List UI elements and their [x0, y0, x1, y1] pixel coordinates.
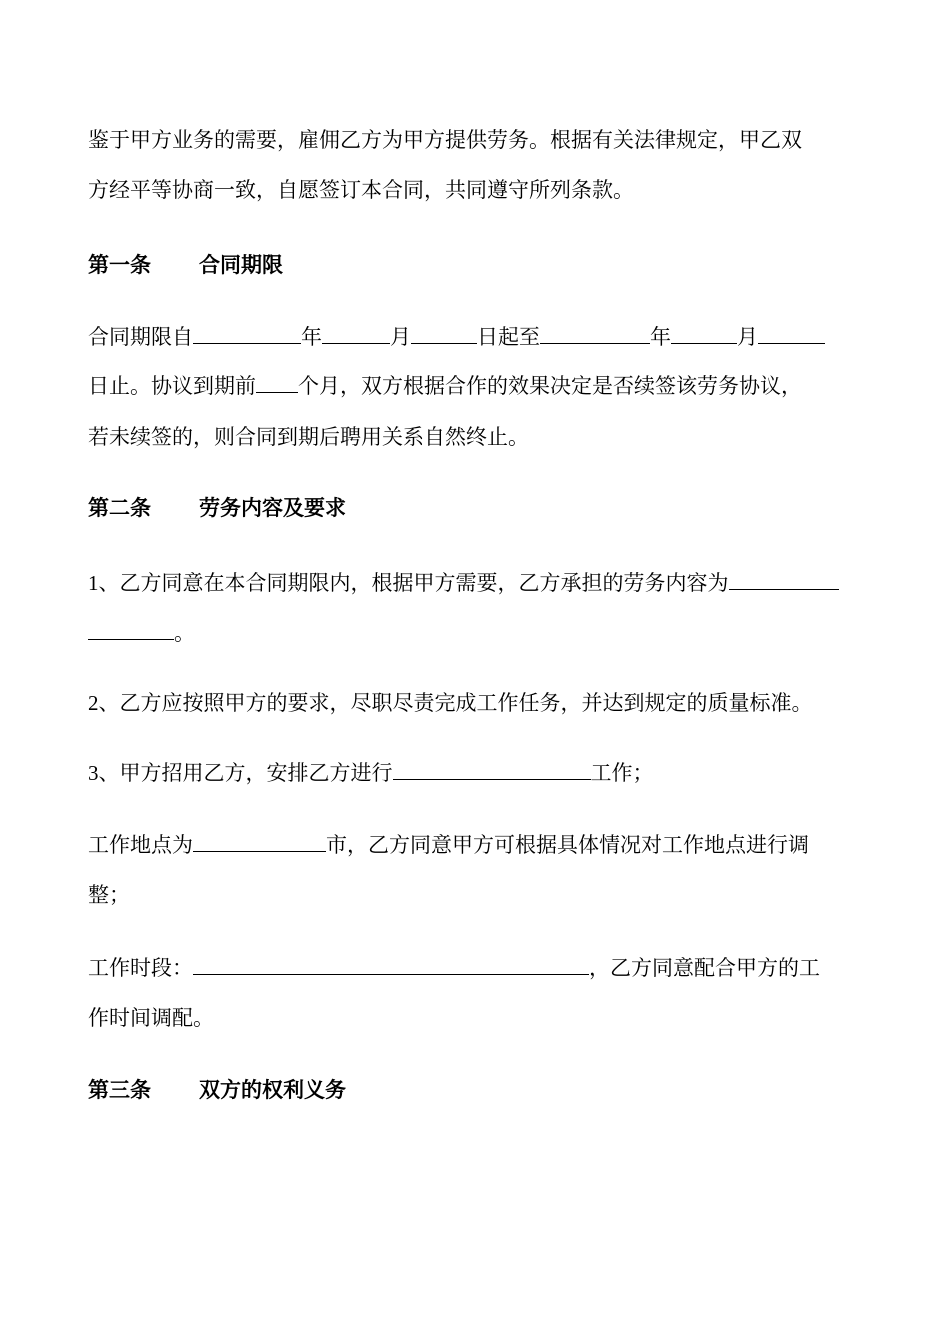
- text: 3、甲方招用乙方，安排乙方进行: [88, 761, 393, 785]
- clause-1-line-1: [88, 569, 839, 597]
- work-location-line-2: 整；: [88, 883, 130, 907]
- work-location-line-1: [88, 831, 809, 859]
- text: 年: [301, 325, 322, 349]
- term-line-3: 若未续签的，则合同到期后聘用关系自然终止。: [88, 425, 529, 449]
- blank-end-year[interactable]: [540, 323, 650, 344]
- blank-start-day[interactable]: [411, 323, 477, 344]
- term-line-1: [88, 323, 825, 351]
- blank-start-month[interactable]: [322, 323, 390, 344]
- text: 。: [174, 621, 195, 645]
- article-1-heading: [88, 251, 283, 279]
- term-line-2: [88, 372, 802, 400]
- blank-service-content[interactable]: [729, 569, 839, 590]
- text: 日止。协议到期前: [88, 374, 256, 398]
- article-title: 合同期限: [199, 253, 283, 277]
- article-2-heading: [88, 494, 346, 522]
- text: 个月，双方根据合作的效果决定是否续签该劳务协议，: [298, 374, 802, 398]
- text: 年: [650, 325, 671, 349]
- text: 月: [737, 325, 758, 349]
- text: 日起至: [477, 325, 540, 349]
- text: 工作地点为: [88, 833, 193, 857]
- text: 合同期限自: [88, 325, 193, 349]
- clause-1-line-2: [88, 619, 195, 647]
- article-number: 第一条: [88, 253, 151, 277]
- work-hours-line-1: [88, 954, 820, 982]
- blank-months[interactable]: [256, 372, 298, 393]
- article-title: 劳务内容及要求: [199, 496, 346, 520]
- text: ，乙方同意配合甲方的工: [589, 956, 820, 980]
- blank-city[interactable]: [193, 831, 326, 852]
- blank-service-content-cont[interactable]: [88, 619, 174, 640]
- article-title: 双方的权利义务: [199, 1078, 346, 1102]
- article-number: 第二条: [88, 496, 151, 520]
- article-3-heading: [88, 1076, 346, 1104]
- blank-work-type[interactable]: [393, 759, 591, 780]
- blank-end-month[interactable]: [671, 323, 737, 344]
- clause-3: [88, 759, 654, 787]
- text: 工作；: [590, 761, 654, 785]
- text: 市，乙方同意甲方可根据具体情况对工作地点进行调: [326, 833, 809, 857]
- blank-start-year[interactable]: [193, 323, 301, 344]
- blank-end-day[interactable]: [758, 323, 825, 344]
- blank-work-hours[interactable]: [193, 954, 589, 975]
- clause-2: 2、乙方应按照甲方的要求，尽职尽责完成工作任务，并达到规定的质量标准。: [88, 691, 813, 715]
- text: 月: [390, 325, 411, 349]
- text: 工作时段：: [88, 956, 193, 980]
- text: 1、乙方同意在本合同期限内，根据甲方需要，乙方承担的劳务内容为: [88, 571, 729, 595]
- intro-line-2: 方经平等协商一致，自愿签订本合同，共同遵守所列条款。: [88, 178, 634, 202]
- article-number: 第三条: [88, 1078, 151, 1102]
- intro-line-1: 鉴于甲方业务的需要，雇佣乙方为甲方提供劳务。根据有关法律规定，甲乙双: [88, 128, 802, 152]
- work-hours-line-2: 作时间调配。: [88, 1006, 214, 1030]
